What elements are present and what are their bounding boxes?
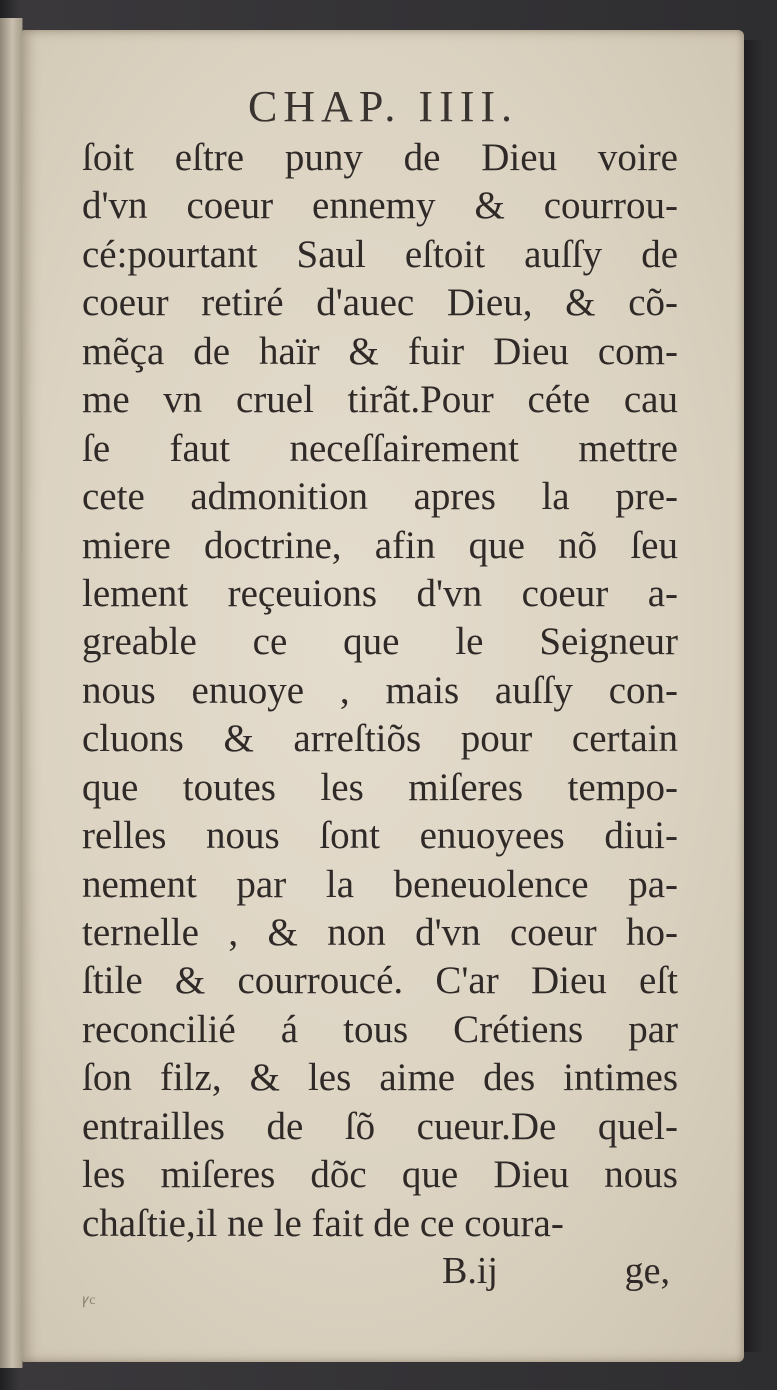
text-line: cete admonition apres la pre- [82, 475, 678, 519]
text-line: les miſeres dõc que Dieu nous [82, 1153, 678, 1197]
text-line: miere doctrine, afin que nõ ſeu [82, 523, 678, 567]
text-line: reconcilié á tous Crétiens par [82, 1007, 678, 1051]
text-line: coeur retiré d'auec Dieu, & cõ- [82, 281, 678, 325]
text-line: cluons & arreſtiõs pour certain [82, 717, 678, 761]
text-line: nous enuoye , mais auſſy con- [82, 668, 678, 712]
text-line: d'vn coeur ennemy & courrou- [82, 184, 678, 228]
text-line: ternelle , & non d'vn coeur ho- [82, 911, 678, 954]
page-edge-shadow [744, 40, 764, 1352]
pencil-mark: ꝩc [82, 1293, 96, 1308]
facing-page-edge [0, 18, 23, 1368]
text-line: chaſtie,il ne le fait de ce coura- [82, 1201, 564, 1245]
text-line: lement reçeuions d'vn coeur a- [82, 571, 678, 615]
text-line: cé:pourtant Saul eſtoit auſſy de [82, 232, 678, 276]
text-line: ſtile & courroucé. C'ar Dieu eſt [82, 959, 678, 1003]
text-line: que toutes les miſeres tempo- [82, 765, 678, 809]
body-text [82, 134, 678, 1248]
signature-mark: B.ij [442, 1250, 498, 1292]
text-line: relles nous ſont enuoyees diui- [82, 814, 678, 858]
text-line: nement par la beneuolence pa- [82, 862, 678, 906]
running-head: CHAP. IIII. [247, 82, 519, 131]
text-line: ſoit eſtre puny de Dieu voire [82, 136, 678, 179]
catchword: ge, [624, 1250, 670, 1292]
text-line: me vn cruel tirãt.Pour céte cau [82, 378, 678, 422]
text-line: ſe faut neceſſairement mettre [82, 426, 678, 470]
text-line: entrailles de ſõ cueur.De quel- [82, 1104, 678, 1148]
text-line: greable ce que le Seigneur [82, 620, 678, 664]
page-footer [82, 1246, 670, 1296]
text-line: ſon filz, & les aime des intimes [82, 1056, 678, 1100]
text-line: mẽça de haïr & fuir Dieu com- [82, 329, 678, 373]
